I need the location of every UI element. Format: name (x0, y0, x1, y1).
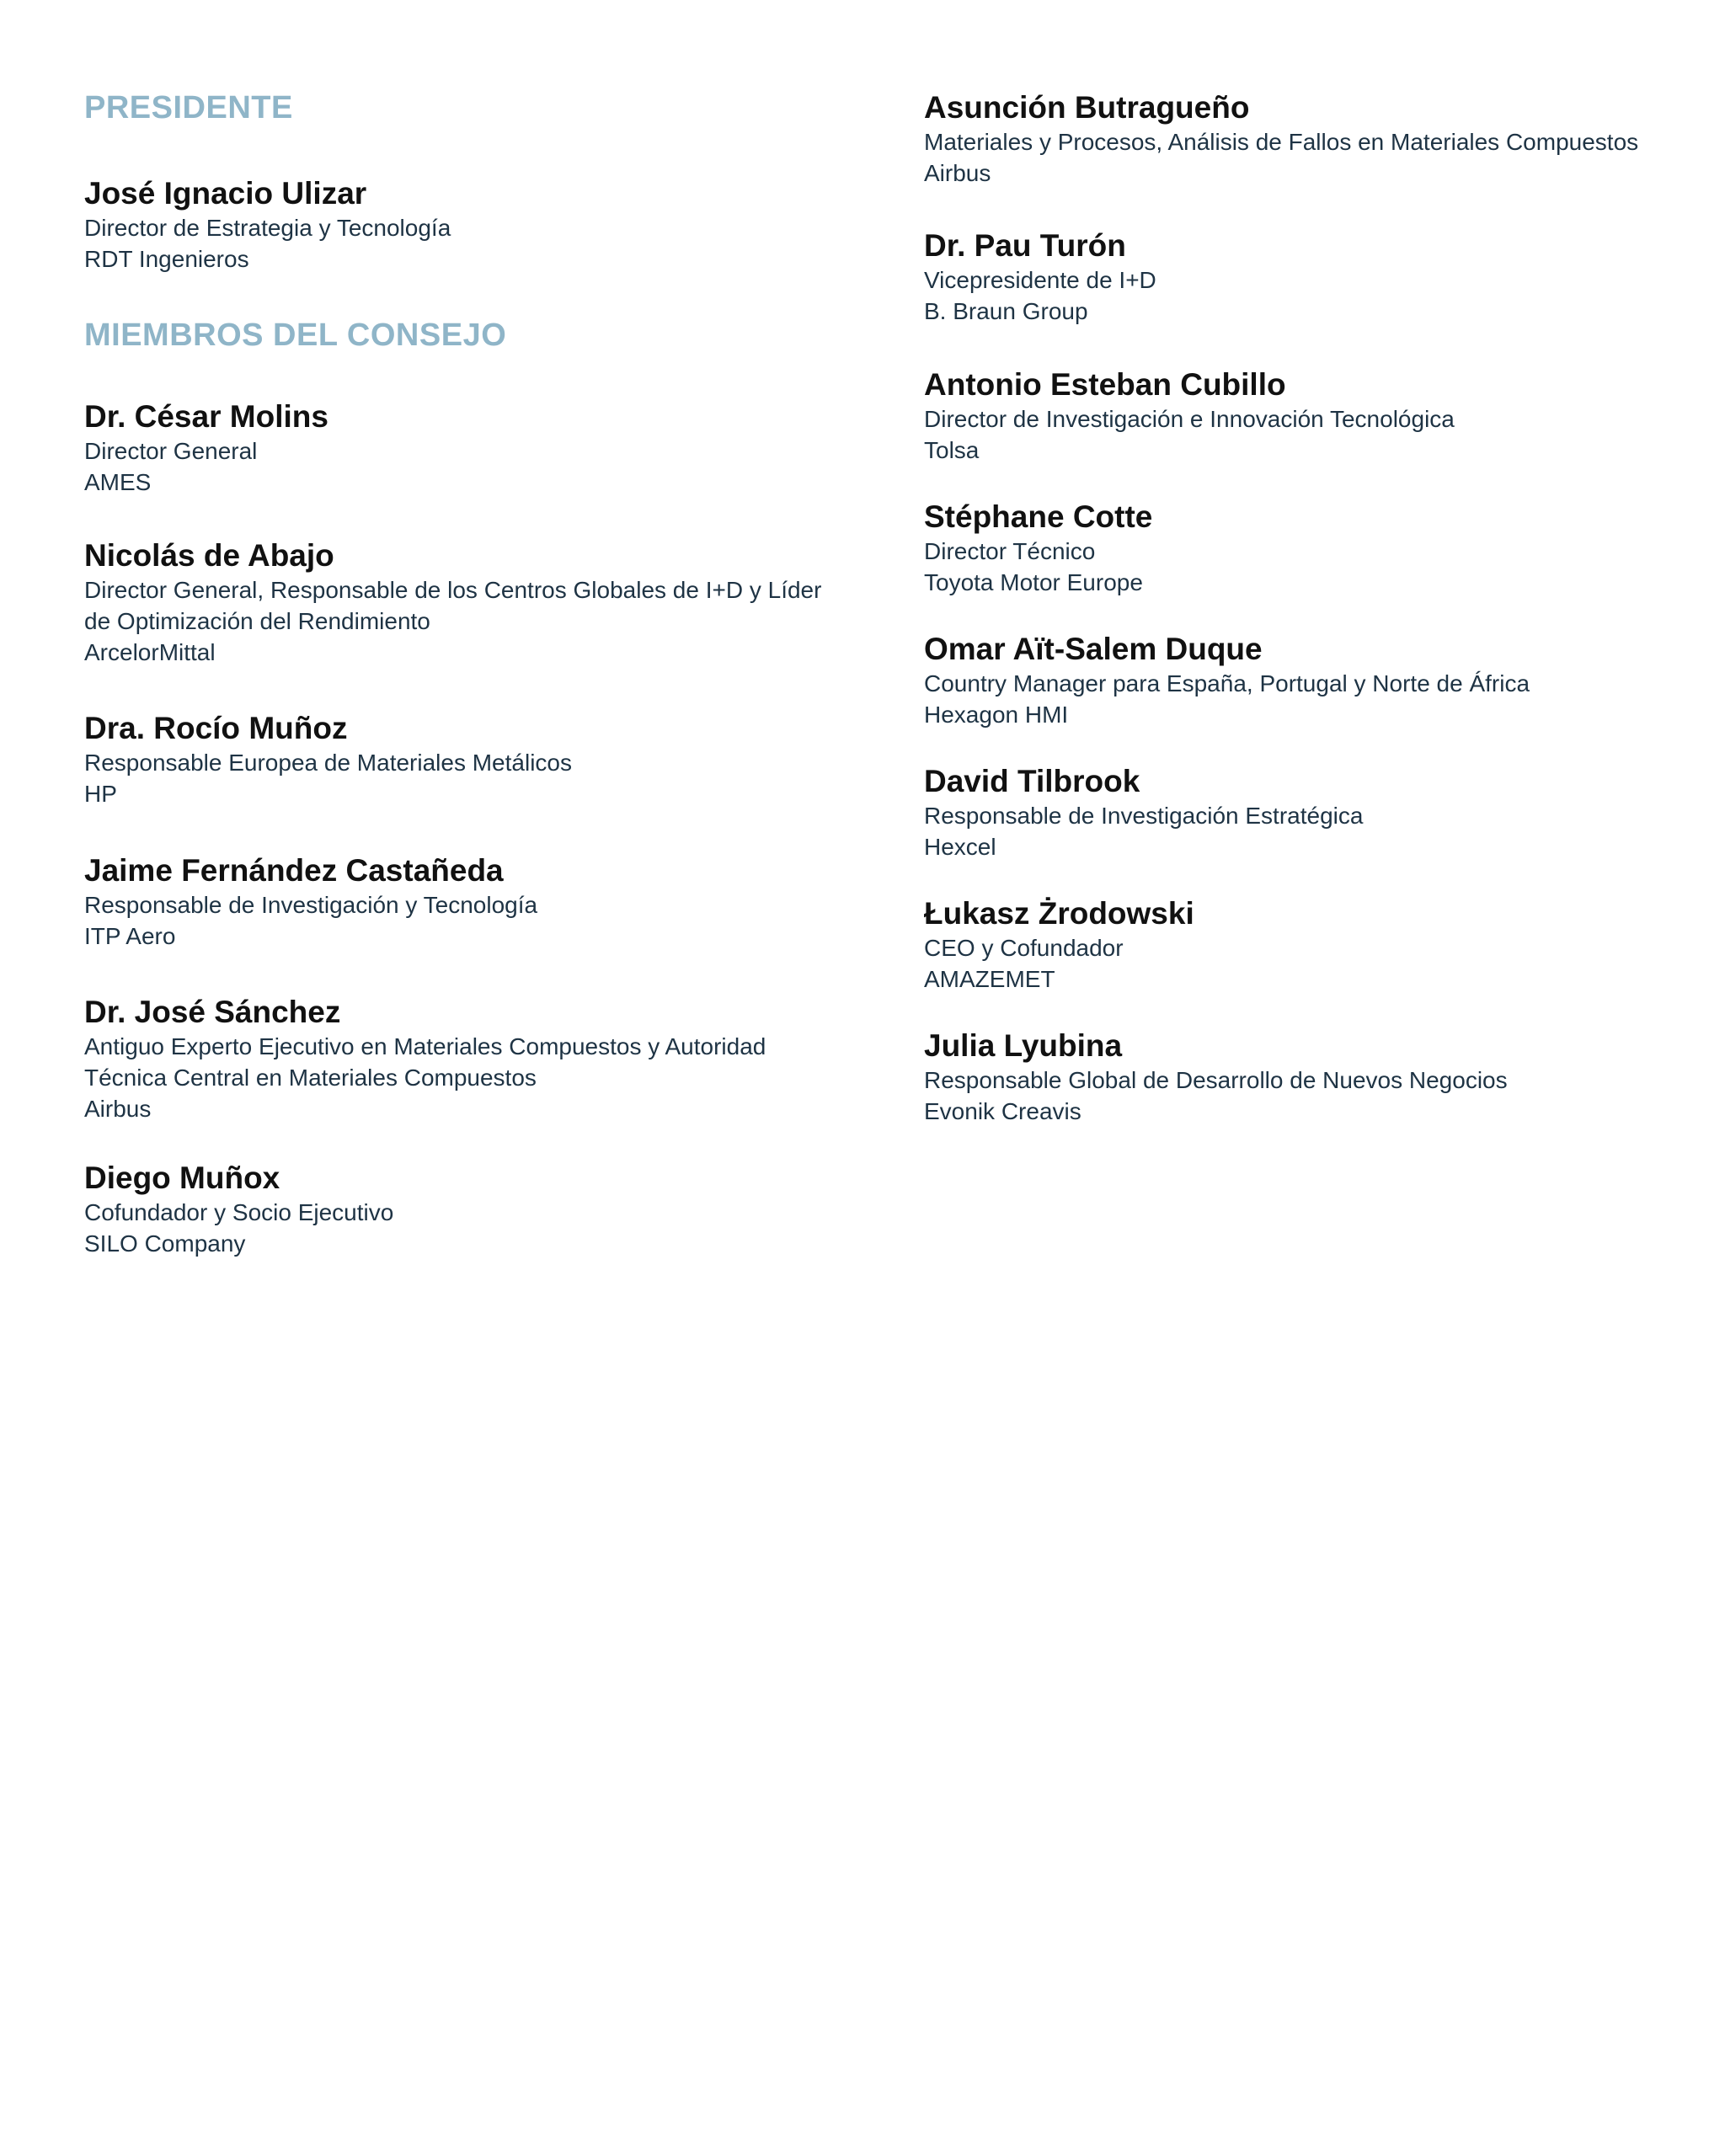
member-role: Antiguo Experto Ejecutivo en Materiales Compuestos y Autoridad Técnica Central en Materiales Compuestos (84, 1033, 766, 1091)
member-name: José Ignacio Ulizar (84, 176, 367, 211)
members-heading: MIEMBROS DEL CONSEJO (84, 318, 507, 353)
member-name: Omar Aït-Salem Duque (924, 632, 1263, 666)
member-entry (84, 1160, 842, 1259)
member-company: ITP Aero (84, 923, 176, 949)
member-name: Łukasz Żrodowski (924, 896, 1194, 931)
member-entry (84, 852, 842, 952)
member-name: Stéphane Cotte (924, 499, 1153, 534)
member-name: Antonio Esteban Cubillo (924, 367, 1286, 402)
member-company: Hexcel (924, 834, 996, 860)
member-entry (924, 763, 1682, 862)
member-name: Julia Lyubina (924, 1028, 1123, 1063)
member-company: Toyota Motor Europe (924, 569, 1143, 595)
member-entry (84, 537, 842, 668)
member-name: Asunción Butragueño (924, 90, 1250, 125)
member-company: Evonik Creavis (924, 1098, 1081, 1124)
member-role: Cofundador y Socio Ejecutivo (84, 1199, 394, 1225)
member-company: Airbus (924, 160, 991, 186)
member-name: Nicolás de Abajo (84, 538, 334, 573)
member-role: Director General, Responsable de los Centros Globales de I+D y Líder de Optimización del Rendimiento (84, 577, 822, 634)
member-company: Tolsa (924, 437, 980, 463)
member-entry (84, 994, 842, 1124)
member-company: Hexagon HMI (924, 702, 1069, 728)
member-company: RDT Ingenieros (84, 246, 249, 272)
member-name: Diego Muñox (84, 1161, 280, 1195)
member-name: David Tilbrook (924, 764, 1140, 798)
president-entry (84, 175, 842, 275)
member-role: Materiales y Procesos, Análisis de Fallos en Materiales Compuestos (924, 129, 1639, 155)
member-role: Vicepresidente de I+D (924, 267, 1156, 293)
member-name: Dra. Rocío Muñoz (84, 711, 348, 745)
member-entry (924, 89, 1682, 189)
member-role: Responsable de Investigación y Tecnología (84, 892, 538, 918)
member-name: Dr. Pau Turón (924, 228, 1126, 263)
member-company: AMES (84, 469, 152, 495)
member-role: Responsable Global de Desarrollo de Nuevos Negocios (924, 1067, 1508, 1093)
member-entry (924, 895, 1682, 995)
member-entry (924, 227, 1682, 327)
member-role: Director de Investigación e Innovación Tecnológica (924, 406, 1455, 432)
member-company: AMAZEMET (924, 966, 1055, 992)
member-entry (924, 631, 1682, 730)
member-entry (84, 398, 842, 498)
member-entry (84, 710, 842, 809)
member-role: CEO y Cofundador (924, 935, 1124, 961)
member-role: Country Manager para España, Portugal y Norte de África (924, 670, 1530, 696)
member-role: Responsable Europea de Materiales Metálicos (84, 750, 572, 776)
member-company: HP (84, 781, 117, 807)
member-entry (924, 366, 1682, 466)
member-company: ArcelorMittal (84, 639, 216, 665)
member-company: Airbus (84, 1096, 152, 1122)
member-role: Director Técnico (924, 538, 1096, 564)
member-entry (924, 499, 1682, 598)
president-heading: PRESIDENTE (84, 90, 293, 125)
member-name: Dr. José Sánchez (84, 995, 341, 1029)
member-role: Director de Estrategia y Tecnología (84, 215, 451, 241)
member-company: SILO Company (84, 1230, 246, 1257)
member-name: Dr. César Molins (84, 399, 328, 434)
member-role: Responsable de Investigación Estratégica (924, 803, 1364, 829)
member-entry (924, 1027, 1682, 1127)
member-company: B. Braun Group (924, 298, 1088, 324)
member-role: Director General (84, 438, 258, 464)
member-name: Jaime Fernández Castañeda (84, 853, 504, 888)
